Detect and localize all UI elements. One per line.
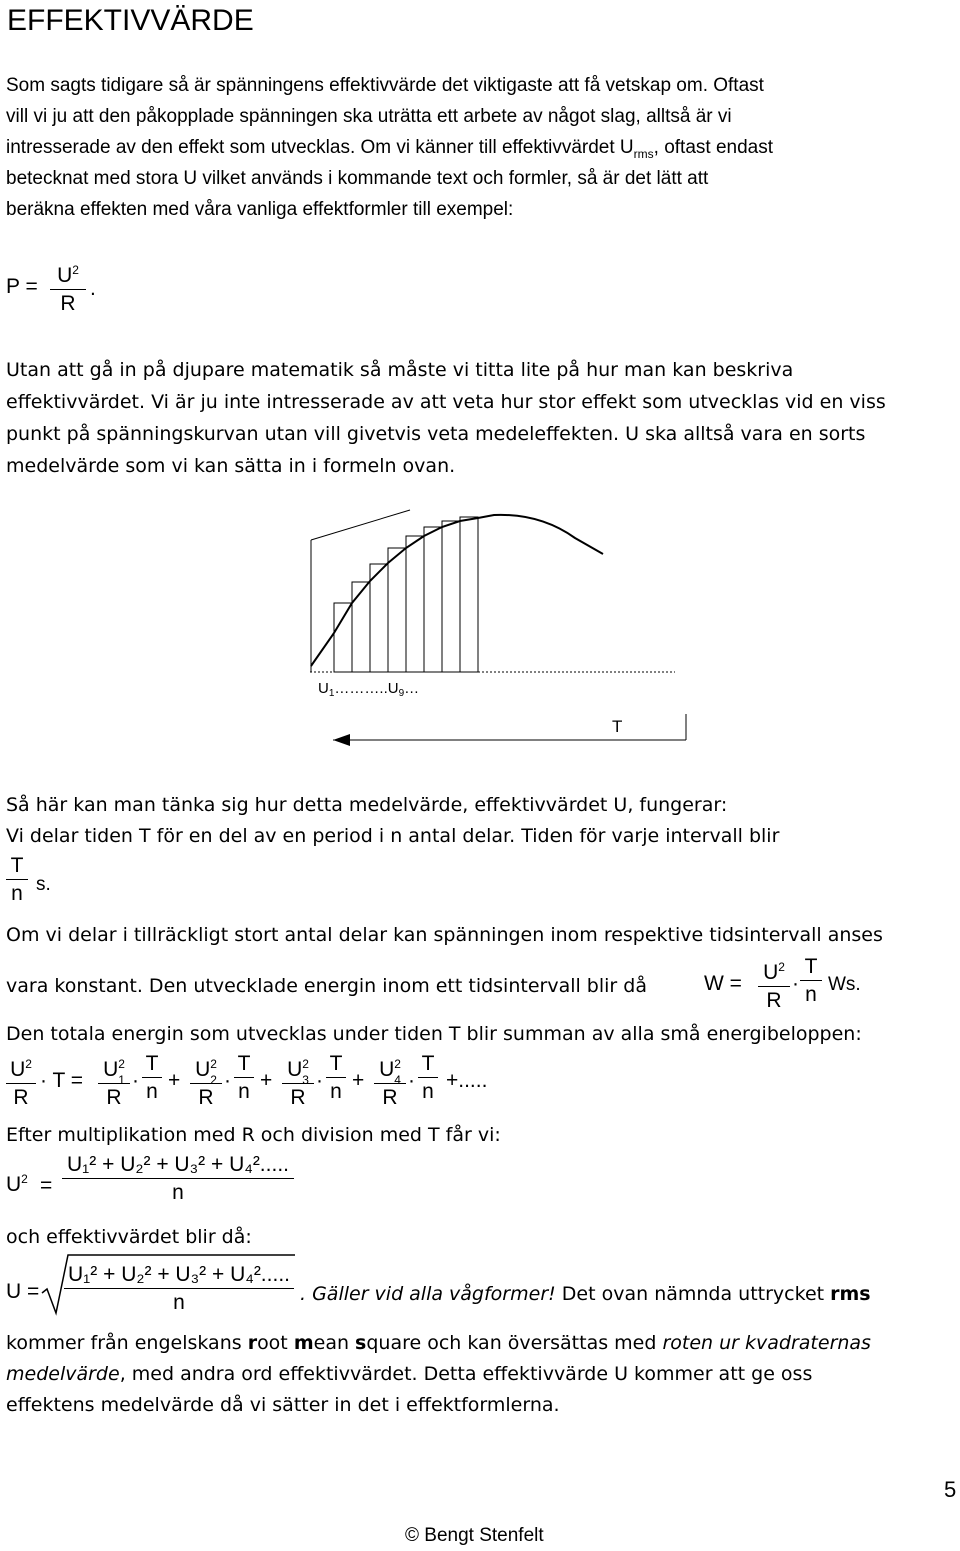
sum-plus: + <box>260 1069 273 1092</box>
u2-formula-lhs: $U^2$ <box>6 1172 28 1196</box>
page-number: 5 <box>944 1477 957 1502</box>
t-over-n-fraction: T n <box>6 854 28 906</box>
para6-line: medelvärde, med andra ord effektivvärdet. Detta effektivvärde U kommer att ge oss <box>6 1363 813 1385</box>
para3-line: Så här kan man tänka sig hur detta medelvärde, effektivvärdet U, fungerar: <box>6 794 728 816</box>
sum-dot: · <box>316 1069 323 1092</box>
sum-term-1-u: $U^2$ 1 R <box>98 1052 130 1110</box>
sum-term-2-u: $U^2$ 2 R <box>190 1052 222 1110</box>
para3-line: vara konstant. Den utvecklade energin inom ett tidsintervall blir då <box>6 975 647 997</box>
sum-term-4-u: $U^2$ 4 R <box>374 1052 406 1110</box>
sum-tail: +..... <box>446 1069 488 1092</box>
para2-line: Utan att gå in på djupare matematik så måste vi titta lite på hur man kan beskriva <box>6 359 794 381</box>
para3-line: Den totala energin som utvecklas under tiden T blir summan av alla små energibeloppen: <box>6 1023 862 1045</box>
sum-lhs-t: · T = <box>40 1069 83 1092</box>
sum-plus: + <box>352 1069 365 1092</box>
sum-term-2-t: T n <box>234 1052 254 1104</box>
para3-line: Om vi delar i tillräckligt stort antal delar kan spänningen inom respektive tidsintervall anses <box>6 924 883 946</box>
formula-p-lhs: P = <box>6 275 38 298</box>
intro-line: betecknat med stora U vilket används i kommande text och formler, så är det lätt att <box>6 168 709 189</box>
para2-line: medelvärde som vi kan sätta in i formeln ovan. <box>6 455 456 477</box>
figure-label-t: T <box>612 717 623 736</box>
intro-line: Som sagts tidigare så är spänningens effektivvärde det viktigaste att få vetskap om. Oftast <box>6 75 764 96</box>
para6-line: effektens medelvärde då vi sätter in det i effektformlerna. <box>6 1394 560 1416</box>
sum-term-3-u: $U^2$ 3 R <box>282 1052 314 1110</box>
para2-line: punkt på spänningskurvan utan vill givetvis veta medeleffekten. U ska alltså vara en sorts <box>6 423 866 445</box>
u2-formula-eq: = <box>40 1174 53 1197</box>
sum-term-1-t: T n <box>142 1052 162 1104</box>
intro-line: vill vi ju att den påkopplade spänningen ska uträtta ett arbete av något slag, alltså är vi <box>6 106 732 127</box>
u2-formula-fraction: U₁² + U₂² + U₃² + U₄²..... n <box>62 1153 294 1205</box>
sum-term-3-t: T n <box>326 1052 346 1104</box>
para6-line: kommer från engelskans root mean square och kan översättas med roten ur kvadraternas <box>6 1332 871 1354</box>
energy-formula-frac2: T n <box>800 955 822 1007</box>
voltage-curve-figure <box>0 500 960 800</box>
sum-plus: + <box>168 1069 181 1092</box>
sum-lhs-fraction: $U^2$ R <box>6 1052 36 1110</box>
u-formula-fraction: U₁² + U₂² + U₃² + U₄²..... n <box>64 1263 294 1315</box>
sum-dot: · <box>224 1069 231 1092</box>
energy-formula-lhs: W = <box>704 972 742 995</box>
sum-dot: · <box>132 1069 139 1092</box>
sum-dot: · <box>408 1069 415 1092</box>
energy-formula-frac1: $U^2$ R <box>758 955 790 1013</box>
para5-line: och effektivvärdet blir då: <box>6 1226 252 1248</box>
para2-line: effektivvärdet. Vi är ju inte intresserade av att veta hur stor effekt som utvecklas vid en viss <box>6 391 886 413</box>
figure-label-u: $U_1\dots\dots\dots..U_9\dots$ <box>318 680 420 699</box>
u-formula-lhs: U = <box>6 1280 40 1303</box>
intro-line: intresserade av den effekt som utvecklas. Om vi känner till effektivvärdet $U_{rms}$, oftast endast <box>6 137 773 161</box>
energy-formula-dot: · <box>792 972 799 995</box>
footer-copyright: © Bengt Stenfelt <box>405 1525 544 1546</box>
formula-p-fraction: $U^2$ R <box>50 258 86 316</box>
formula-p-end: . <box>90 277 96 300</box>
para3-line: Vi delar tiden T för en del av en period i n antal delar. Tiden för varje intervall blir <box>6 825 780 847</box>
u-formula-note: . Gäller vid alla vågformer! Det ovan nämnda uttrycket rms <box>300 1283 871 1305</box>
intro-line: beräkna effekten med våra vanliga effektformler till exempel: <box>6 199 514 220</box>
page-title: EFFEKTIVVÄRDE <box>7 4 254 37</box>
energy-formula-unit: Ws. <box>828 974 861 995</box>
para4-line: Efter multiplikation med R och division med T får vi: <box>6 1124 501 1146</box>
t-over-n-unit: s. <box>36 874 51 895</box>
sum-term-4-t: T n <box>418 1052 438 1104</box>
